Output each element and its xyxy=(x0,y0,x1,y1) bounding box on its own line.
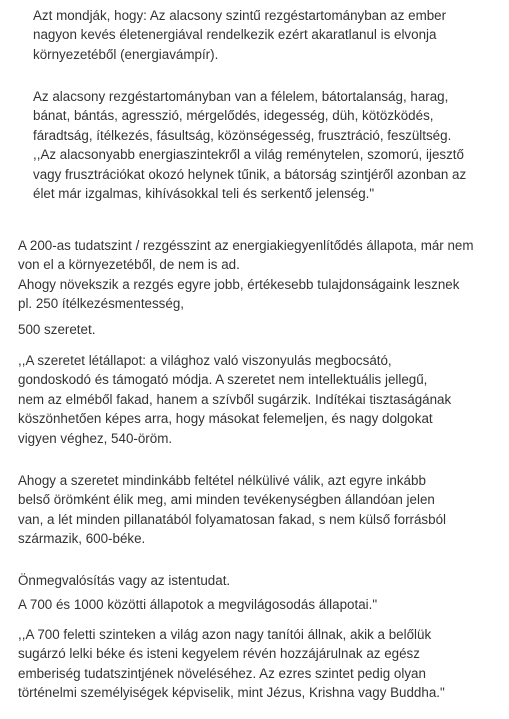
self-realization-line: Önmegvalósítás vagy az istentudat. xyxy=(18,573,231,588)
enlightenment-line: A 700 és 1000 közötti állapotok a megvilágosodás állapotai." xyxy=(18,597,378,612)
unconditional-love-paragraph: Ahogy a szeretet mindinkább feltétel nélkülivé válik, azt egyre inkább belső örömként élik meg, ami minden tevékenységben állandóan jelen van, a lét minden pillanatából folyamatosan fakad, s nem külső forrásból származik, 600-béke. xyxy=(18,473,446,547)
teachers-quote-paragraph: ,,A 700 feletti szinteken a világ azon nagy tanítói állnak, akik a belőlük sugárzó lelki béke és isteni kegyelem révén hozzájárulnak az egész emberiség tudatszintjének növeléséhez. Az ezres szintet pedig olyan történelmi személyiségek képviselik, mint Jézus, Krishna vagy Buddha." xyxy=(18,627,445,701)
level-500-line: 500 szeretet. xyxy=(18,322,96,337)
low-vibration-paragraph: Az alacsony rezgéstartományban van a félelem, bátortalanság, harag, bánat, bántás, agresszió, mérgelődés, idegesség, düh, kötözködés, fáradtság, ítélkezés, fásultság, közönségesség, frusztráció, feszültség. ,,Az alacsonyabb energiaszintekről a világ reménytelen, szomorú, ijesztő vagy frusztrációkat okozó helynek tűnik, a bátorság szintjéről azonban az élet már izgalmas, kihívásokkal teli és serkentő jelenség." xyxy=(33,89,467,202)
level-200-paragraph: A 200-as tudatszint / rezgésszint az energiakiegyenlítődés állapota, már nem von el a környezetéből, de nem is ad. Ahogy növekszik a rezgés egyre jobb, értékesebb tulajdonságaink lesznek pl. 250 ítélkezésmentesség, xyxy=(18,238,474,312)
love-quote-paragraph: ,,A szeretet létállapot: a világhoz való viszonyulás megbocsátó, gondoskodó és támogató módja. A szeretet nem intellektuális jellegű, nem az elméből fakad, hanem a szívből sugárzik. Indítékai tisztaságának köszönhetően képes arra, hogy másokat felemeljen, és nagy dolgokat vigyen véghez, 540-öröm. xyxy=(18,353,452,446)
intro-paragraph: Azt mondják, hogy: Az alacsony szintű rezgéstartományban az ember nagyon kevés életenergiával rendelkezik ezért akaratlanul is elvonja környezetéből (energiavámpír). xyxy=(33,8,447,62)
